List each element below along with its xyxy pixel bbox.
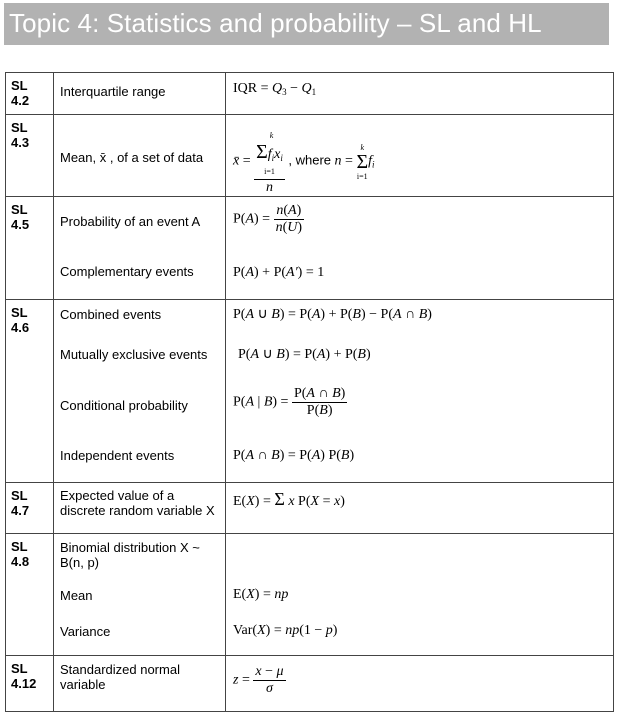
formula-label: Independent events [60, 448, 175, 463]
complementary-formula: P(A) + P(A′) = 1 [233, 265, 325, 280]
section-code: SL 4.8 [6, 534, 54, 656]
formula-cell [226, 483, 614, 534]
formula-label: Mutually exclusive events [60, 347, 208, 362]
binomial-variance-formula: Var(X) = np(1 − p) [233, 623, 338, 638]
page-title: Topic 4: Statistics and probability – SL and HL [9, 8, 542, 38]
formula-label: Combined events [60, 307, 162, 322]
mutually-exclusive-formula: P(A ∪ B) = P(A) + P(B) [238, 347, 371, 362]
table-row [6, 73, 614, 115]
table-row [6, 300, 614, 483]
formula-label: Mean, x̄ , of a set of data [60, 150, 204, 165]
formula-label-cell [54, 534, 226, 656]
formula-cell [226, 300, 614, 483]
expected-value-formula: E(X) = Σ x P(X = x) [233, 489, 345, 509]
table-row [6, 483, 614, 534]
formula-cell [226, 197, 614, 300]
formula-cell [226, 534, 614, 656]
formula-label: Mean [60, 588, 93, 603]
formula-label-cell [54, 115, 226, 197]
section-code: SL 4.7 [6, 483, 54, 534]
formula-label: Variance [60, 624, 111, 639]
conditional-formula: P(A | B) = $\frac{P(A \cap B)}{P(B)}$ [233, 386, 346, 418]
binomial-mean-formula: E(X) = np [233, 587, 289, 602]
section-code: SL 4.5 [6, 197, 54, 300]
combined-events-formula: P(A ∪ B) = P(A) + P(B) − P(A ∩ B) [233, 307, 432, 322]
topic-title-banner [4, 3, 609, 45]
section-code: SL 4.2 [6, 73, 54, 115]
formula-label: Interquartile range [60, 84, 166, 99]
formula-label-cell [54, 483, 226, 534]
formula-label: Binomial distribution X ~ B(n, p) [60, 540, 200, 570]
formula-cell [226, 656, 614, 712]
formula-label: Expected value of a discrete random variable X [60, 488, 215, 518]
formula-label: Complementary events [60, 264, 194, 279]
table-row [6, 534, 614, 656]
table-row [6, 197, 614, 300]
probability-formula: P(A) = $\frac{n(A)}{n(U)}$ [233, 203, 303, 235]
iqr-formula: IQR = $Q_3 - Q_1$ [233, 81, 317, 97]
formula-label-cell [54, 656, 226, 712]
section-code: SL 4.6 [6, 300, 54, 483]
formula-label-cell [54, 300, 226, 483]
formula-label: Conditional probability [60, 398, 188, 413]
formula-label-cell [54, 197, 226, 300]
section-code: SL 4.3 [6, 115, 54, 197]
table-row [6, 656, 614, 712]
formula-cell [226, 73, 614, 115]
standardized-normal-formula: z = $\frac{x - \mu}{\sigma}$ [233, 664, 284, 696]
formula-label: Standardized normal variable [60, 662, 180, 692]
section-code: SL 4.12 [6, 656, 54, 712]
formula-cell [226, 115, 614, 197]
table-row [6, 115, 614, 197]
formula-label-cell [54, 73, 226, 115]
independent-formula: P(A ∩ B) = P(A) P(B) [233, 448, 355, 463]
formula-table [5, 72, 614, 712]
mean-formula: x̄ = k $\Sigma f_ix_i$ i=1 n , where n = k Σ $i=1f_i$ [233, 127, 375, 196]
formula-label: Probability of an event A [60, 214, 201, 229]
